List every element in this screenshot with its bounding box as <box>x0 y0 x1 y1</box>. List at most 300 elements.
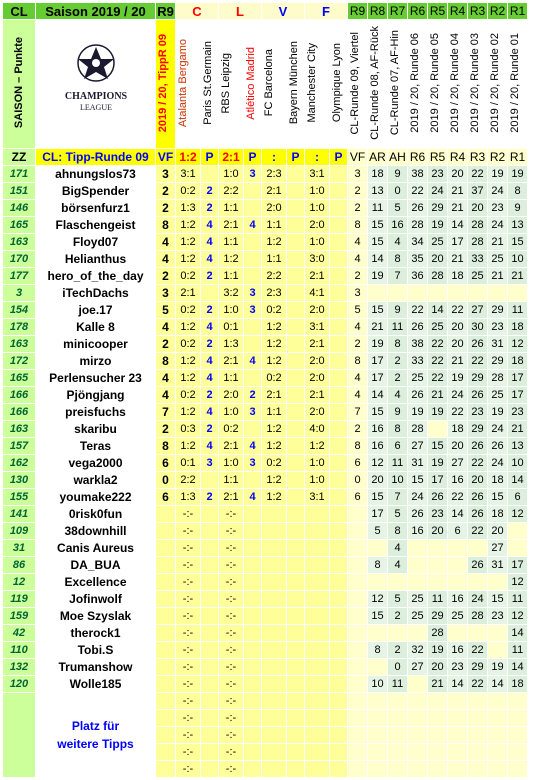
tipp-points: 3 <box>244 285 262 302</box>
round-points <box>348 557 368 574</box>
round-points: 25 <box>468 268 488 285</box>
player-name: DA_BUA <box>36 557 156 574</box>
tipp-score <box>262 642 287 659</box>
tipp-points <box>287 659 305 676</box>
round-points: 26 <box>408 200 428 217</box>
team-label-cell <box>176 20 201 149</box>
round-points-empty <box>468 710 488 727</box>
tipp-points-empty <box>330 710 348 727</box>
round-points: 4 <box>388 234 408 251</box>
vf-points <box>156 540 176 557</box>
round-points: 34 <box>408 234 428 251</box>
round-points-empty <box>448 727 468 744</box>
round-points: 17 <box>508 370 528 387</box>
tipp-points <box>330 336 348 353</box>
tipp-score: -:- <box>219 557 244 574</box>
tipp-points <box>201 506 219 523</box>
tipp-points-empty <box>287 693 305 710</box>
round-points-empty <box>348 727 368 744</box>
round-points: 20 <box>428 659 448 676</box>
round-points: 13 <box>508 217 528 234</box>
tipp-points <box>330 574 348 591</box>
round-points: 20 <box>468 200 488 217</box>
tipp-score: -:- <box>176 574 201 591</box>
round-points: 18 <box>488 506 508 523</box>
tipp-score: 2:0 <box>305 302 330 319</box>
tipp-points <box>244 540 262 557</box>
tipp-points <box>244 608 262 625</box>
tipp-score <box>305 591 330 608</box>
round-points: 22 <box>448 489 468 506</box>
round-points <box>468 540 488 557</box>
vf-empty <box>156 693 176 710</box>
round-points <box>448 557 468 574</box>
round-points <box>408 625 428 642</box>
round-points: 12 <box>368 455 388 472</box>
zz-header: ZZ <box>3 149 36 166</box>
round-points: 23 <box>488 200 508 217</box>
round-points <box>488 625 508 642</box>
tipp-score: 1:2 <box>262 438 287 455</box>
table-row <box>3 659 528 676</box>
tipp-score-empty <box>262 761 287 778</box>
tipp-points <box>330 251 348 268</box>
round-label-cell <box>468 20 488 149</box>
round-points: 28 <box>408 217 428 234</box>
round-points: 23 <box>488 608 508 625</box>
tipp-score: 1:2 <box>262 489 287 506</box>
vf-empty <box>156 744 176 761</box>
tipp-points <box>201 285 219 302</box>
tipp-score: 1:2 <box>176 404 201 421</box>
tipp-points <box>201 608 219 625</box>
round-points: 19 <box>508 166 528 183</box>
round-points-empty <box>368 744 388 761</box>
round-points-empty <box>408 727 428 744</box>
tipp-points: 2 <box>201 387 219 404</box>
round-points <box>448 540 468 557</box>
round-points: 2 <box>348 336 368 353</box>
tipp-points: 2 <box>244 387 262 404</box>
round-points: 21 <box>448 251 468 268</box>
round-points: 11 <box>508 302 528 319</box>
tipp-score: -:- <box>219 676 244 693</box>
team-label: Manchester City <box>306 43 318 123</box>
player-name: börsenfurz1 <box>36 200 156 217</box>
tipp-points: 4 <box>201 370 219 387</box>
round-points <box>348 523 368 540</box>
tipp-score <box>262 506 287 523</box>
team-label-cell <box>244 20 262 149</box>
round-label-cell <box>428 20 448 149</box>
vf-points: 4 <box>156 234 176 251</box>
table-row <box>3 455 528 472</box>
round-points: 9 <box>388 302 408 319</box>
round-points: 17 <box>508 557 528 574</box>
round-points: 28 <box>408 421 428 438</box>
tipp-points <box>287 506 305 523</box>
round-points: 14 <box>508 659 528 676</box>
round-points <box>508 285 528 302</box>
tipp-score: -:- <box>176 557 201 574</box>
table-row <box>3 217 528 234</box>
champions-league-logo <box>56 37 136 127</box>
round-points <box>488 574 508 591</box>
season-points: 119 <box>3 591 36 608</box>
table-row <box>3 370 528 387</box>
round-points: 31 <box>488 557 508 574</box>
vf-points: 3 <box>156 166 176 183</box>
season-points: 132 <box>3 659 36 676</box>
tipp-points <box>287 336 305 353</box>
tipp-points-empty <box>244 727 262 744</box>
player-name: Moe Szyslak <box>36 608 156 625</box>
tipp-score <box>305 659 330 676</box>
tipp-points <box>330 370 348 387</box>
tipp-points <box>201 591 219 608</box>
round-points: 19 <box>448 370 468 387</box>
player-name: Trumanshow <box>36 659 156 676</box>
player-name: ahnungslos73 <box>36 166 156 183</box>
round-points <box>408 557 428 574</box>
round-points: 27 <box>408 659 428 676</box>
table-row <box>3 625 528 642</box>
tipp-points-empty <box>330 744 348 761</box>
round-points: 26 <box>488 438 508 455</box>
round-points: 11 <box>388 455 408 472</box>
empty-points <box>3 693 36 778</box>
round-points: 24 <box>488 183 508 200</box>
round-points: 4 <box>348 387 368 404</box>
round-points: 22 <box>468 353 488 370</box>
tipp-score-empty <box>262 710 287 727</box>
tipp-points <box>330 353 348 370</box>
round-points <box>368 540 388 557</box>
round-points: 19 <box>428 404 448 421</box>
vf-points: 6 <box>156 489 176 506</box>
round-points: 19 <box>428 455 448 472</box>
round-points-empty <box>508 727 528 744</box>
round-points: 24 <box>488 217 508 234</box>
round-points: 26 <box>468 489 488 506</box>
round-points: 26 <box>468 438 488 455</box>
tipp-score: -:- <box>176 676 201 693</box>
round-points: 23 <box>448 659 468 676</box>
round-points: 6 <box>388 438 408 455</box>
tipp-score: -:- <box>176 540 201 557</box>
round-points: 15 <box>368 608 388 625</box>
round-header: R2 <box>488 3 508 20</box>
round-points: 2 <box>348 421 368 438</box>
round-points: 31 <box>408 455 428 472</box>
tipp-score-empty: -:- <box>219 761 244 778</box>
tipp-points <box>244 336 262 353</box>
round-points-empty <box>428 710 448 727</box>
round-points: 4 <box>388 557 408 574</box>
round-points: 22 <box>428 370 448 387</box>
r9-header: R9 <box>157 3 174 19</box>
tipp-score: 2:3 <box>262 166 287 183</box>
round-points: 0 <box>388 659 408 676</box>
points-header: P <box>287 149 305 166</box>
tipp-points <box>244 183 262 200</box>
round-points: 24 <box>408 489 428 506</box>
tipp-points <box>244 472 262 489</box>
round-points: 14 <box>508 625 528 642</box>
tipp-score-empty <box>305 693 330 710</box>
tipp-score <box>305 574 330 591</box>
round-points: 22 <box>408 302 428 319</box>
tipp-score <box>262 676 287 693</box>
tipp-points <box>201 540 219 557</box>
round-header: R6 <box>408 3 428 20</box>
vf-points: 8 <box>156 438 176 455</box>
placeholder-line2: weitere Tipps <box>57 737 134 751</box>
tipp-points <box>287 421 305 438</box>
tipp-points <box>330 642 348 659</box>
round-points <box>448 285 468 302</box>
round-points: 26 <box>468 506 488 523</box>
player-name: warkla2 <box>36 472 156 489</box>
round-points: 4 <box>388 540 408 557</box>
tipp-points-empty <box>201 727 219 744</box>
round-points: 27 <box>448 455 468 472</box>
table-row <box>3 489 528 506</box>
tipp-score: 2:0 <box>305 404 330 421</box>
tipp-points <box>330 659 348 676</box>
tipp-points <box>244 659 262 676</box>
score-header: : <box>305 149 330 166</box>
player-name: Kalle 8 <box>36 319 156 336</box>
round-points: 8 <box>368 642 388 659</box>
tipp-points <box>287 574 305 591</box>
round-points <box>368 285 388 302</box>
tipp-score: -:- <box>176 523 201 540</box>
tipp-score: 1:1 <box>262 251 287 268</box>
round-points-empty <box>428 744 448 761</box>
round-points-empty <box>408 744 428 761</box>
round-points: 14 <box>448 676 468 693</box>
tipp-score-empty: -:- <box>176 710 201 727</box>
tipp-score: 0:2 <box>176 387 201 404</box>
round-points: 21 <box>488 268 508 285</box>
round-points <box>508 540 528 557</box>
tipp-score: 1:2 <box>262 234 287 251</box>
tipp-points <box>287 251 305 268</box>
round-points: 11 <box>388 676 408 693</box>
tipp-score <box>305 540 330 557</box>
tipp-points <box>287 302 305 319</box>
tipp-score: 1:1 <box>219 370 244 387</box>
round-points: 18 <box>488 472 508 489</box>
round-points: 35 <box>408 251 428 268</box>
season-points: 166 <box>3 387 36 404</box>
round-points: 26 <box>468 387 488 404</box>
round-header: R4 <box>448 3 468 20</box>
tipp-score <box>305 676 330 693</box>
round-points: 12 <box>508 608 528 625</box>
tipp-points: 4 <box>201 319 219 336</box>
round-points: 15 <box>368 404 388 421</box>
vf-points <box>156 574 176 591</box>
tipp-points <box>330 285 348 302</box>
round-points: 21 <box>428 676 448 693</box>
round-points: 19 <box>488 404 508 421</box>
season-points: 170 <box>3 251 36 268</box>
player-name: mirzo <box>36 353 156 370</box>
round-points: 21 <box>508 421 528 438</box>
round-label-cell <box>388 20 408 149</box>
round-points: 38 <box>408 336 428 353</box>
round-points: 7 <box>388 268 408 285</box>
round-points-empty <box>488 710 508 727</box>
table-row <box>3 353 528 370</box>
team-label-cell <box>201 20 219 149</box>
round-points: 27 <box>468 302 488 319</box>
round-points: 25 <box>488 251 508 268</box>
round-points-empty <box>368 727 388 744</box>
tipp-points: 2 <box>201 200 219 217</box>
tipp-points <box>244 234 262 251</box>
tipp-score: 2:0 <box>305 217 330 234</box>
table-row <box>3 438 528 455</box>
round-points: 33 <box>468 251 488 268</box>
vf-points: 7 <box>156 404 176 421</box>
tipp-score: 1:2 <box>262 472 287 489</box>
tipp-points-empty <box>287 710 305 727</box>
round-header: R7 <box>388 3 408 20</box>
round-points: 25 <box>428 234 448 251</box>
round-points: 29 <box>488 302 508 319</box>
vf-empty <box>156 761 176 778</box>
round-points: 16 <box>388 217 408 234</box>
table-row <box>3 591 528 608</box>
tipp-score: 1:1 <box>219 268 244 285</box>
tipp-points <box>330 489 348 506</box>
tipp-points <box>330 404 348 421</box>
season-points: 177 <box>3 268 36 285</box>
round-points-empty <box>508 761 528 778</box>
team-label-cell <box>219 20 244 149</box>
tipp-score: 1:0 <box>305 472 330 489</box>
player-name: preisfuchs <box>36 404 156 421</box>
tipp-points <box>330 421 348 438</box>
round-points-empty <box>368 693 388 710</box>
round-points: 20 <box>448 438 468 455</box>
tipp-score: -:- <box>219 608 244 625</box>
vf-points <box>156 523 176 540</box>
round-points-empty <box>508 744 528 761</box>
season-points: 171 <box>3 166 36 183</box>
tippr-label-cell <box>156 20 176 149</box>
tipp-score <box>305 608 330 625</box>
team-label: Paris St.Germain <box>202 41 214 125</box>
tipp-score-empty: -:- <box>176 727 201 744</box>
season-points: 130 <box>3 472 36 489</box>
round-points: 6 <box>448 523 468 540</box>
tipp-points <box>287 608 305 625</box>
round-points: 22 <box>428 336 448 353</box>
round-points: 15 <box>368 217 388 234</box>
team-label-cell <box>262 20 287 149</box>
round-points <box>368 625 388 642</box>
tipp-score: 1:3 <box>176 489 201 506</box>
round-points: 27 <box>408 438 428 455</box>
round-points: 20 <box>448 319 468 336</box>
round-points: 17 <box>368 506 388 523</box>
round-points: 32 <box>408 642 428 659</box>
season-points: 165 <box>3 370 36 387</box>
round-points: 10 <box>508 251 528 268</box>
tipp-score <box>305 625 330 642</box>
round-points: 18 <box>508 353 528 370</box>
tipp-score-empty <box>262 693 287 710</box>
tipp-points <box>244 268 262 285</box>
tipp-score: 2:0 <box>305 353 330 370</box>
season-points: 166 <box>3 404 36 421</box>
tipp-points <box>287 523 305 540</box>
tipp-score: -:- <box>219 625 244 642</box>
player-name: therock1 <box>36 625 156 642</box>
tipp-score: -:- <box>176 659 201 676</box>
vf-points: 8 <box>156 353 176 370</box>
tipp-score: 1:3 <box>176 200 201 217</box>
tipp-score: 1:0 <box>219 455 244 472</box>
round-points: 2 <box>388 642 408 659</box>
round-points <box>348 591 368 608</box>
team-label-cell <box>287 20 305 149</box>
tipp-score-empty: -:- <box>176 693 201 710</box>
tipp-points <box>287 540 305 557</box>
round-label-cell <box>488 20 508 149</box>
team-label: Atlético Madrid <box>245 46 257 120</box>
tipp-points-empty <box>330 693 348 710</box>
tipp-score: 1:2 <box>262 319 287 336</box>
player-name: BigSpender <box>36 183 156 200</box>
round-points: 4 <box>348 251 368 268</box>
round-points: 31 <box>488 336 508 353</box>
round-header: R3 <box>468 3 488 20</box>
tipp-score: 1:1 <box>219 472 244 489</box>
vf-points <box>156 676 176 693</box>
tipp-score: 0:2 <box>176 268 201 285</box>
round-points: 27 <box>488 540 508 557</box>
tipp-score: 2:2 <box>262 268 287 285</box>
tipp-score: 2:1 <box>262 183 287 200</box>
tipp-points <box>201 625 219 642</box>
tipp-points-empty <box>244 693 262 710</box>
round-points: 26 <box>408 387 428 404</box>
round-points: 9 <box>508 200 528 217</box>
tipp-points: 2 <box>201 489 219 506</box>
round-points: 21 <box>448 183 468 200</box>
round-points: 15 <box>488 489 508 506</box>
round-points: 15 <box>428 438 448 455</box>
round-points: 29 <box>488 353 508 370</box>
round-points: 20 <box>448 336 468 353</box>
tipp-points <box>330 540 348 557</box>
round-points: 12 <box>508 506 528 523</box>
tipp-score-empty: -:- <box>219 744 244 761</box>
table-row <box>3 166 528 183</box>
round-points: 24 <box>428 183 448 200</box>
season-points: 155 <box>3 489 36 506</box>
tipp-points-empty <box>244 761 262 778</box>
round-points <box>388 285 408 302</box>
tipp-score: -:- <box>176 591 201 608</box>
round-points: 11 <box>508 642 528 659</box>
tipp-points <box>330 319 348 336</box>
